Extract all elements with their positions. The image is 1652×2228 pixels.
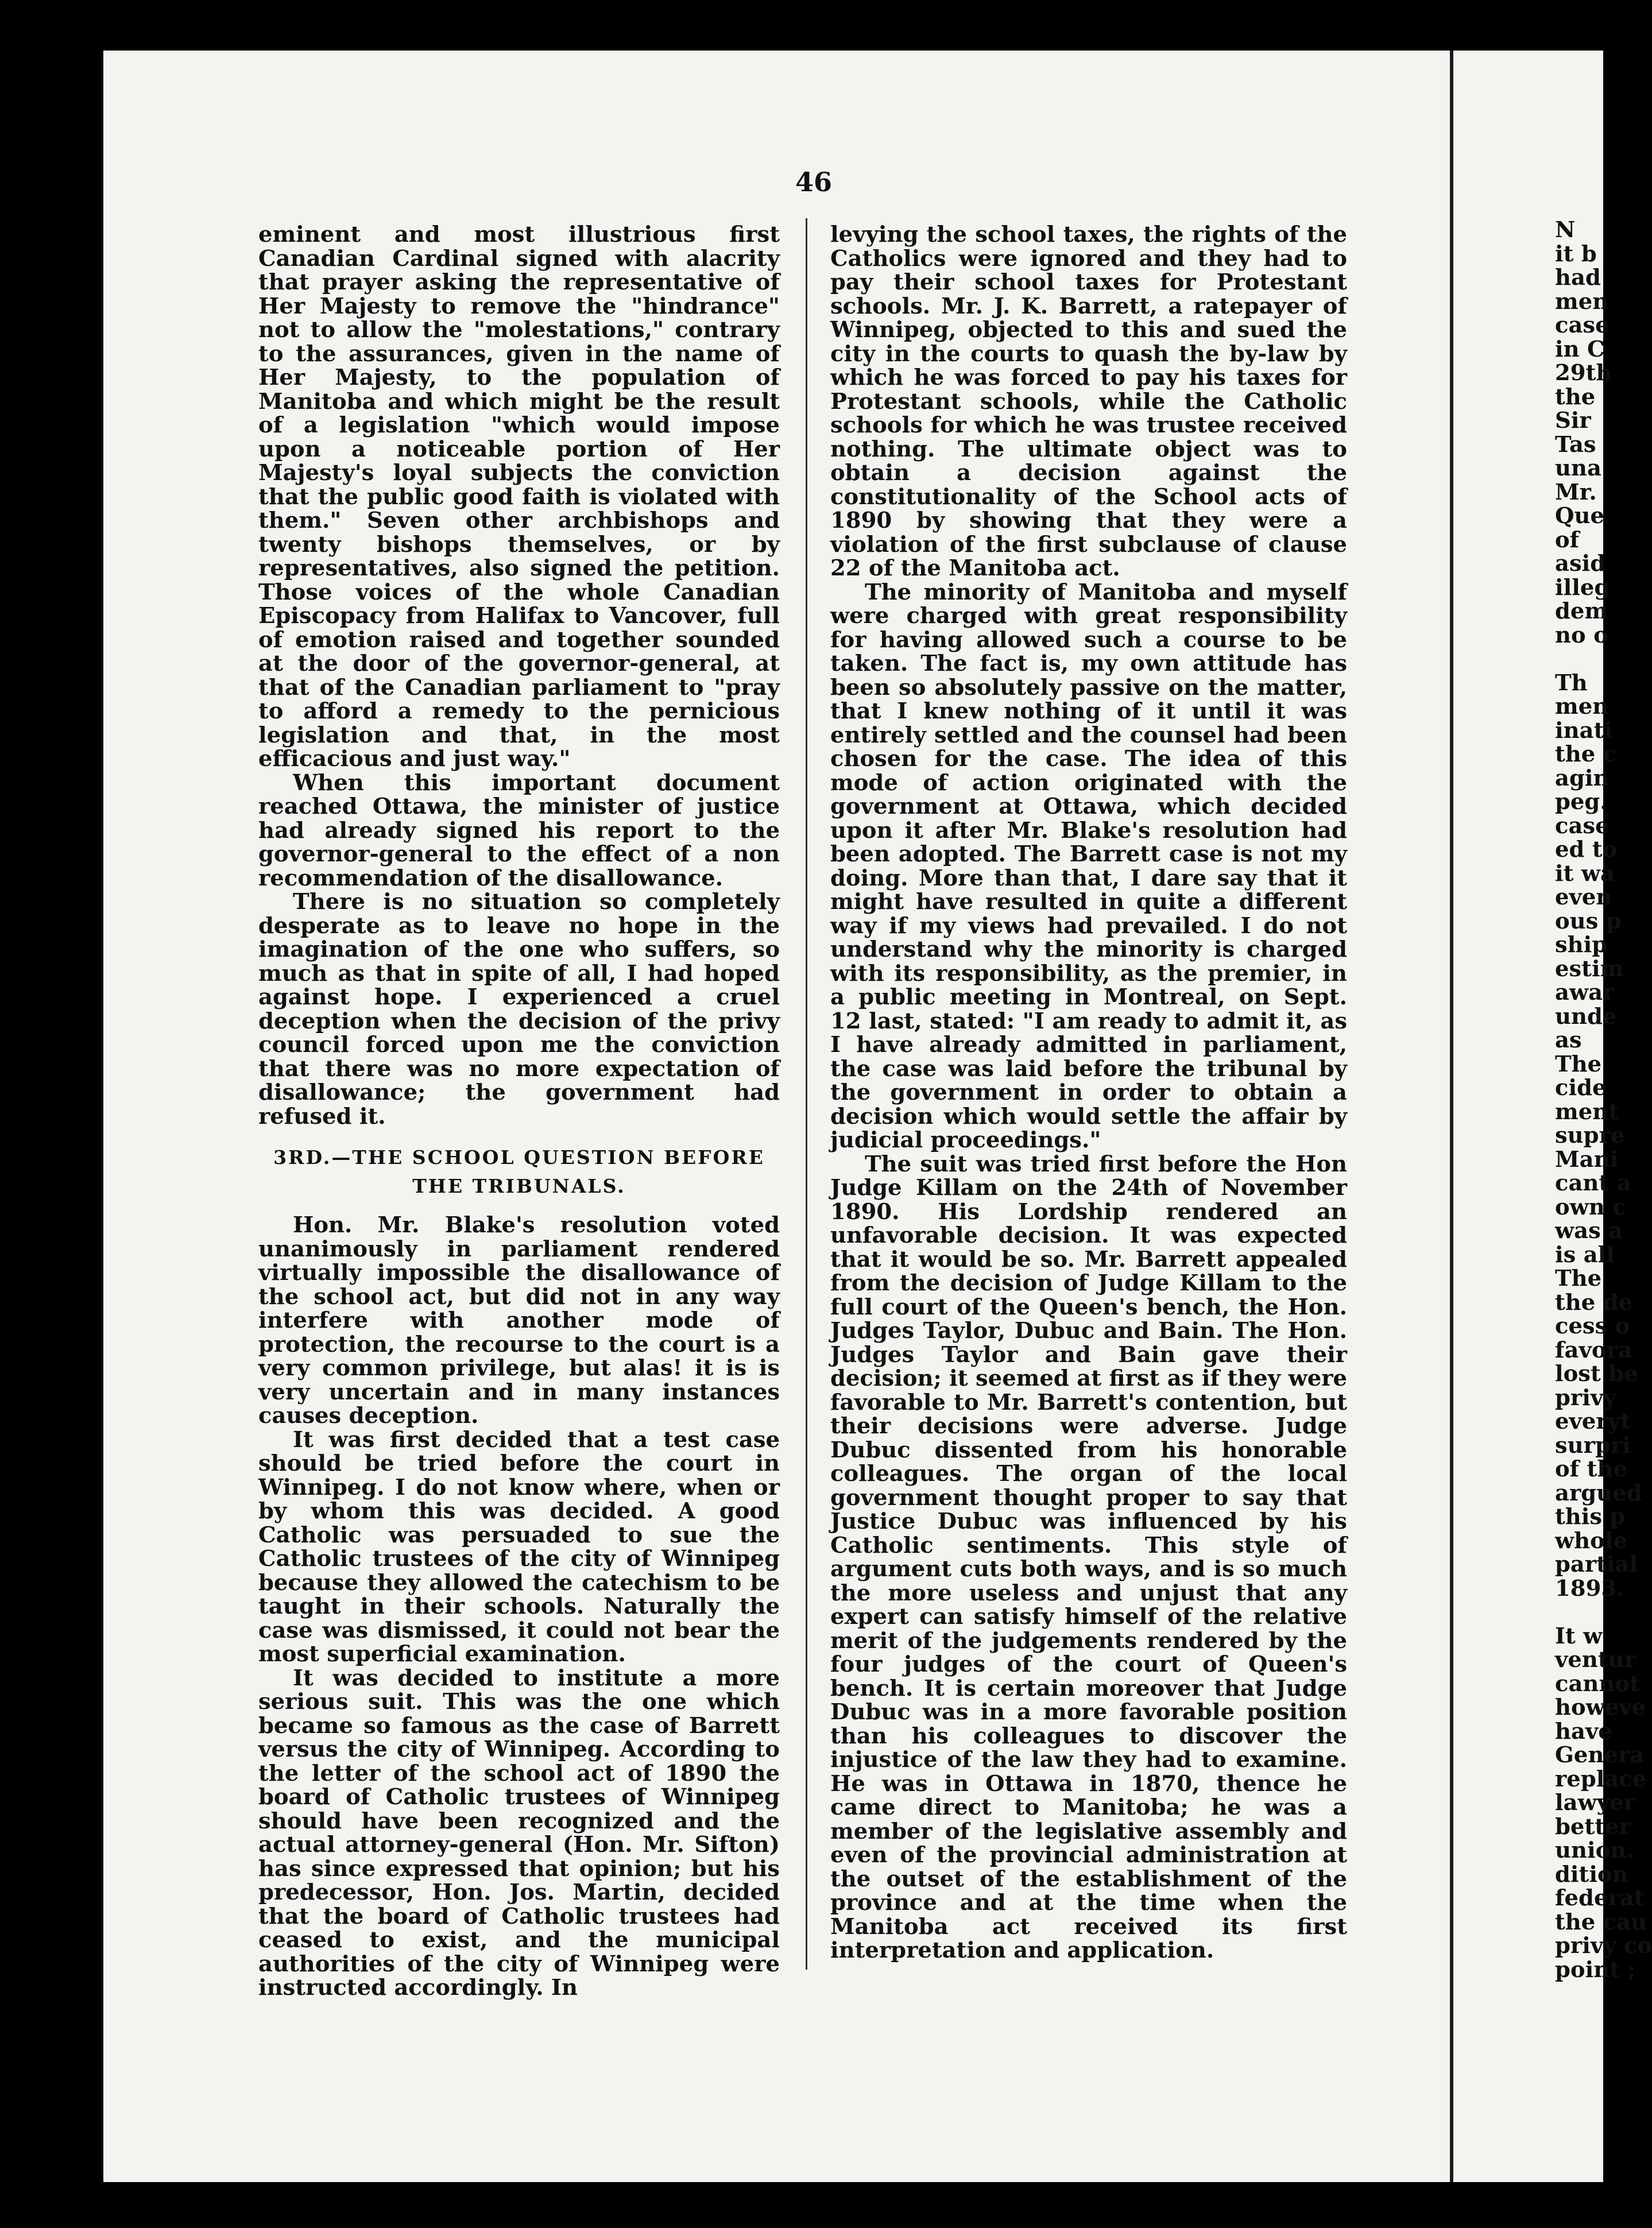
paragraph: There is no situation so completely desperate as to leave no hope in the imagination of the one who suffers, so much as that in spite of all, I had hoped against hope. I experienced a cruel deception when the decision of the privy council forced upon me the conviction that there was no more expectation of disallowance; the government had refused it. bbox=[258, 889, 780, 1130]
fragment-line: no o bbox=[1555, 622, 1608, 648]
fragment-line: the de bbox=[1555, 1289, 1633, 1316]
paragraph: It was decided to institute a more serious suit. This was the one which became so famous as the case of Barrett versus the city of Winnipeg. According to the letter of the school act of 1890 the board of Catholic trustees of Winnipeg should have been recognized and the actual attorney-general (Hon. Mr. Sifton) has since expressed that opinion; but his predecessor, Hon. Jos. Martin, decided that the board of Catholic trustees had ceased to exist, and the municipal authorities of the city of Winnipeg were instructed accordingly. In bbox=[258, 1665, 780, 2001]
fragment-line: cannot bbox=[1555, 1670, 1640, 1697]
paragraph: The suit was tried first before the Hon Judge Killam on the 24th of November 1890. His Lordship rendered an unfavorable decision. It was expected that it would be so. Mr. Barrett appealed from the decision of Judge Killam to the full court of the Queen's bench, the Hon. Judges Taylor, Dubuc and Bain. The Hon. Judges Taylor and Bain gave their decision; it seemed at first as if they were favorable to Mr. Barrett's contention, but their decisions were adverse. Judge Dubuc dissented from his honorable colleagues. The organ of the local government thought proper to say that Justice Dubuc was influenced by his Catholic sentiments. This style of argument cuts both ways, and is so much the more useless and unjust that any expert can satisfy himself of the relative merit of the judgements rendered by the four judges of the court of Queen's bench. It is certain moreover that Judge Dubuc was in a more favorable position than his colleagues to discover the injustice of the law they had to examine. He was in Ottawa in 1870, thence he came direct to Manitoba; he was a member of the legislative assembly and even of the provincial administration at the outset of the establishment of the province and at the time when the Manitoba act received its first interpretation and application. bbox=[830, 1151, 1347, 1963]
fragment-line: privy bbox=[1555, 1384, 1616, 1411]
fragment-line: whole bbox=[1555, 1527, 1627, 1554]
fragment-line: men bbox=[1555, 288, 1609, 315]
fragment-line: it wa bbox=[1555, 860, 1615, 887]
fragment-line: cess o bbox=[1555, 1313, 1630, 1339]
fragment-line bbox=[1555, 647, 1607, 671]
page-gutter bbox=[1450, 51, 1453, 2182]
fragment-line: The bbox=[1555, 1051, 1602, 1077]
paragraph: Hon. Mr. Blake's resolution voted unanimously in parliament rendered virtually impossible the disallowance of the school act, but did not in any way interfere with another mode of protection, the recourse to the court is a very common privilege, but alas! it is is very uncertain and in many instances causes deception. bbox=[258, 1212, 780, 1429]
paragraph: levying the school taxes, the rights of the Catholics were ignored and they had to pay their school taxes for Protestant schools. Mr. J. K. Barrett, a ratepayer of Winnipeg, objected to this and sued the city in the courts to quash the by-law by which he was forced to pay his taxes for Protestant schools, while the Catholic schools for which he was trustee received nothing. The ultimate object was to obtain a decision against the constitutionality of the School acts of 1890 by showing that they were a violation of the first subclause of clause 22 of the Manitoba act. bbox=[830, 222, 1347, 581]
fragment-line: The bbox=[1555, 1266, 1602, 1291]
fragment-line: Genera bbox=[1555, 1742, 1645, 1768]
fragment-line: cant a bbox=[1555, 1170, 1631, 1196]
fragment-line: howeve bbox=[1555, 1695, 1646, 1720]
fragment-line: of bbox=[1555, 527, 1580, 553]
fragment-line: dition bbox=[1555, 1861, 1628, 1887]
fragment-line: lost be bbox=[1555, 1361, 1638, 1387]
next-page-fragment bbox=[1555, 217, 1652, 1983]
fragment-line: even bbox=[1555, 884, 1612, 910]
fragment-line: everyt bbox=[1555, 1409, 1631, 1434]
fragment-line: ship bbox=[1555, 932, 1608, 958]
fragment-line: men bbox=[1555, 694, 1609, 720]
fragment-line: it b bbox=[1555, 241, 1597, 267]
fragment-line: supre bbox=[1555, 1123, 1625, 1148]
fragment-line: lawyer bbox=[1555, 1790, 1635, 1816]
fragment-line: N bbox=[1555, 217, 1576, 243]
fragment-line: is all bbox=[1555, 1241, 1615, 1268]
fragment-line: awar bbox=[1555, 980, 1615, 1005]
fragment-line: una bbox=[1555, 455, 1601, 481]
fragment-line: ed to bbox=[1555, 837, 1618, 862]
fragment-line: It w bbox=[1555, 1623, 1603, 1649]
fragment-line: ventur bbox=[1555, 1647, 1636, 1673]
fragment-line: agin bbox=[1555, 765, 1610, 791]
fragment-line: argued bbox=[1555, 1480, 1642, 1506]
fragment-line: the cau bbox=[1555, 1909, 1647, 1935]
fragment-line: union. bbox=[1555, 1838, 1634, 1863]
fragment-line: federat bbox=[1555, 1885, 1645, 1911]
paragraph: eminent and most illustrious first Canadian Cardinal signed with alacrity that prayer asking the representative of Her Majesty to remove the "hindrance" not to allow the "molestations," contrary to the assurances, given in the name of Her Majesty, to the population of Manitoba and which might be the result of a legislation "which would impose upon a noticeable portion of Her Majesty's loyal subjects the conviction that the public good faith is violated with them." Seven other archbishops and twenty bishops themselves, or by representatives, also signed the petition. Those voices of the whole Canadian Episcopacy from Halifax to Vancover, full of emotion raised and together sounded at the door of the governor-general, at that of the Canadian parliament to "pray to afford a remedy to the pernicious legislation and that, in the most efficacious and just way." bbox=[258, 222, 780, 772]
fragment-line: the bbox=[1555, 384, 1596, 410]
fragment-line: of the bbox=[1555, 1456, 1627, 1482]
fragment-line: estim bbox=[1555, 956, 1624, 982]
fragment-line: was a bbox=[1555, 1218, 1623, 1244]
paragraph: When this important document reached Ottawa, the minister of justice had already signed his report to the governor-general to the effect of a non recommendation of the disallowance. bbox=[258, 769, 780, 891]
fragment-line: peg. bbox=[1555, 789, 1608, 815]
fragment-line: inati bbox=[1555, 717, 1612, 744]
fragment-line: had bbox=[1555, 265, 1601, 291]
fragment-line: this p bbox=[1555, 1504, 1626, 1530]
fragment-line: 29th bbox=[1555, 360, 1612, 386]
fragment-line: better bbox=[1555, 1813, 1631, 1840]
fragment-line: as bbox=[1555, 1027, 1582, 1053]
fragment-line: illeg bbox=[1555, 574, 1610, 601]
fragment-line: cide bbox=[1555, 1075, 1607, 1101]
fragment-line: 1893. bbox=[1555, 1575, 1624, 1602]
fragment-line: Mani bbox=[1555, 1146, 1619, 1173]
fragment-line: ment bbox=[1555, 1098, 1619, 1125]
text-column-right bbox=[830, 223, 1347, 1963]
fragment-line: favora bbox=[1555, 1337, 1632, 1363]
fragment-line: unde bbox=[1555, 1003, 1617, 1030]
column-divider bbox=[806, 218, 807, 1970]
paragraph: The minority of Manitoba and myself were charged with great responsibility for having allowed such a course to be taken. The fact is, my own attitude has been so absolutely passive on the matter, that I knew nothing of it until it was entirely settled and the counsel had been chosen for the case. The idea of this mode of action originated with the government at Ottawa, which decided upon it after Mr. Blake's resolution had been adopted. The Barrett case is not my doing. More than that, I dare say that it might have resulted in quite a different way if my views had prevailed. I do not understand why the minority is charged with its responsibility, as the premier, in a public meeting in Montreal, on Sept. 12 last, stated: "I am ready to admit it, as I have already admitted in parliament, the case was laid before the tribunal by the government in order to obtain a decision which would settle the affair by judicial proceedings." bbox=[830, 579, 1347, 1153]
fragment-line: Mr. bbox=[1555, 479, 1597, 505]
fragment-line: privy co bbox=[1555, 1933, 1652, 1959]
page-number: 46 bbox=[795, 167, 833, 198]
fragment-line: point ; bbox=[1555, 1956, 1636, 1983]
fragment-line: case bbox=[1555, 813, 1610, 839]
fragment-line: asid bbox=[1555, 551, 1606, 577]
fragment-line: Sir bbox=[1555, 408, 1591, 434]
fragment-line: Que bbox=[1555, 503, 1605, 529]
fragment-line: replace bbox=[1555, 1766, 1647, 1792]
fragment-line: Th bbox=[1555, 670, 1588, 696]
paragraph: It was first decided that a test case should be tried before the court in Winnipeg. I do not know where, when or by whom this was decided. A good Catholic was persuaded to sue the Catholic trustees of the city of Winnipeg because they allowed the catechism to be taught in their schools. Naturally the case was dismissed, it could not bear the most superficial examination. bbox=[258, 1426, 780, 1667]
text-column-left bbox=[258, 223, 780, 2000]
fragment-line: partial bbox=[1555, 1552, 1638, 1577]
section-heading: 3RD.—THE SCHOOL QUESTION BEFORE THE TRIBUNALS. bbox=[273, 1146, 765, 1197]
fragment-line: surpri bbox=[1555, 1432, 1631, 1459]
fragment-line: the c bbox=[1555, 741, 1617, 767]
fragment-line: in C bbox=[1555, 336, 1605, 362]
fragment-line: Tas bbox=[1555, 431, 1596, 458]
fragment-line bbox=[1555, 1600, 1607, 1624]
fragment-line: case bbox=[1555, 312, 1610, 338]
fragment-line: ous p bbox=[1555, 908, 1622, 934]
fragment-line: have bbox=[1555, 1718, 1612, 1745]
fragment-line: dem bbox=[1555, 598, 1608, 624]
fragment-line: own c bbox=[1555, 1194, 1626, 1220]
